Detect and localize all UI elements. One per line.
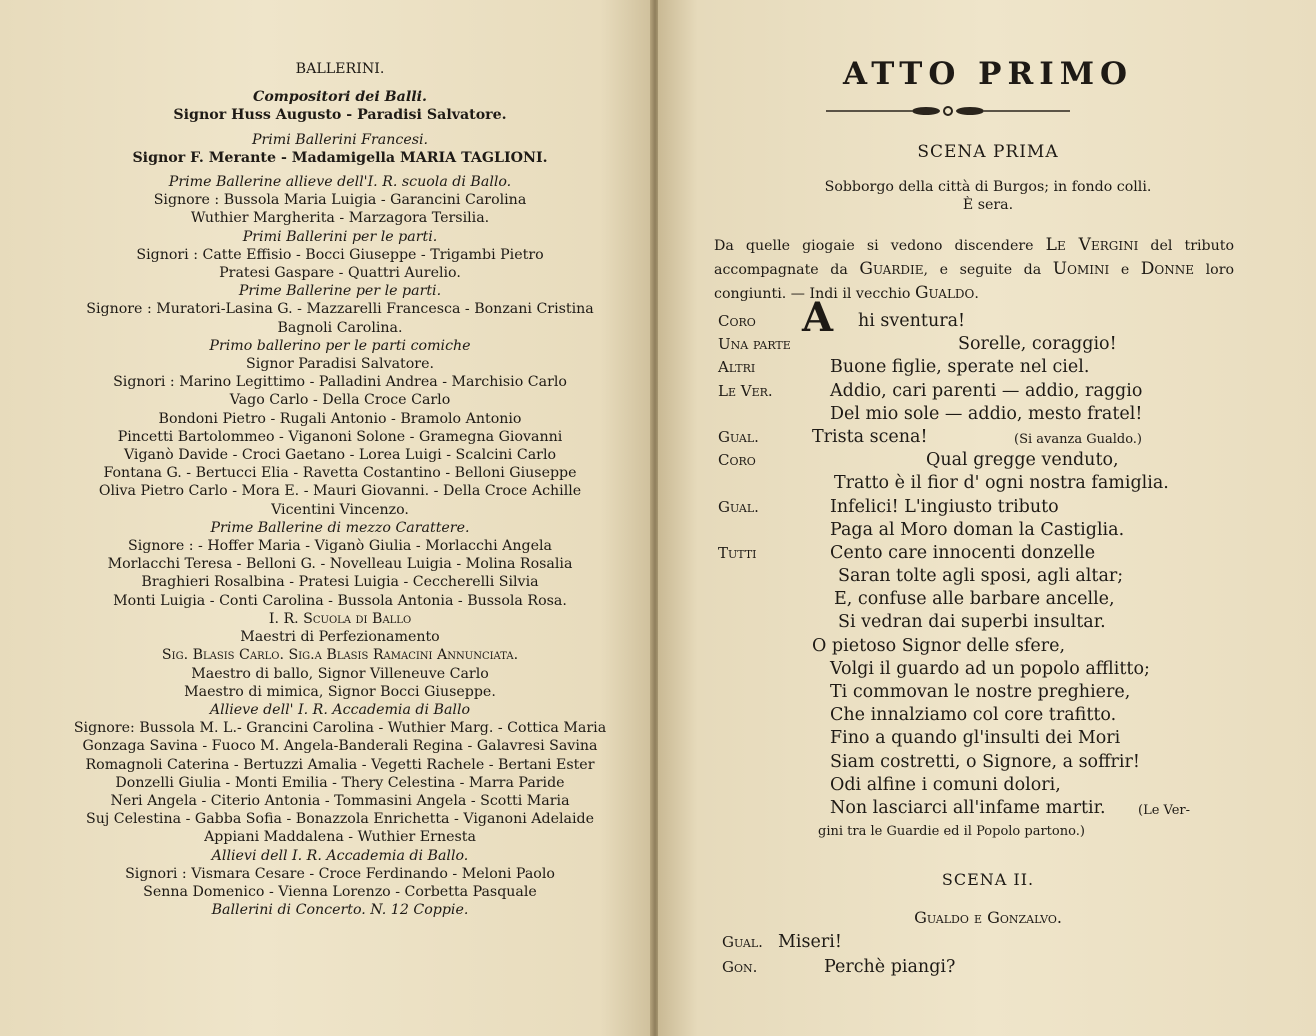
verse-text: Addio, cari parenti — addio, raggio: [830, 380, 1143, 401]
stage-text: , e seguite da: [923, 262, 1042, 278]
cast-line: Signor F. Merante - Madamigella MARIA TAGLIONI.: [132, 149, 548, 166]
dialogue-line: [718, 635, 1278, 658]
cast-line: Maestri di Perfezionamento: [240, 629, 440, 646]
cast-line: Ballerini di Concerto. N. 12 Coppie.: [211, 902, 469, 919]
cast-line: Bagnoli Carolina.: [277, 319, 403, 336]
cast-line: Bondoni Pietro - Rugali Antonio - Bramolo Antonio: [158, 410, 522, 427]
cast-line: Signore: Bussola M. L.- Grancini Carolina - Wuthier Marg. - Cottica Maria: [73, 720, 607, 737]
ornament-divider-icon: [826, 104, 1070, 118]
verse-text: E, confuse alle barbare ancelle,: [834, 589, 1115, 610]
dialogue-line: [718, 681, 1278, 704]
verse-text: Del mio sole — addio, mesto fratel!: [830, 403, 1143, 424]
verse-text: Perchè piangi?: [824, 957, 956, 977]
dialogue-line: [718, 565, 1278, 588]
dialogue-line: [718, 658, 1278, 681]
cast-line: Monti Luigia - Conti Carolina - Bussola Antonia - Bussola Rosa.: [113, 592, 567, 609]
dialogue-line: [718, 542, 1278, 565]
stage-text: .: [974, 286, 979, 302]
cast-line: Pratesi Gaspare - Quattri Aurelio.: [219, 265, 461, 282]
stage-text: del tributo accompagnate da: [714, 238, 1235, 278]
cast-line: Vicentini Vincenzo.: [271, 501, 409, 518]
cast-line: Oliva Pietro Carlo - Mora E. - Mauri Giovanni. - Della Croce Achille: [98, 483, 582, 500]
verse-text: Buone figlie, sperate nel ciel.: [830, 357, 1090, 378]
verse-text: Tratto è il fior d' ogni nostra famiglia.: [834, 473, 1169, 494]
dialogue-line: [718, 519, 1278, 542]
cast-line: Gonzaga Savina - Fuoco M. Angela-Banderali Regina - Galavresi Savina: [82, 738, 598, 755]
cast-line: Signori : Catte Effisio - Bocci Giuseppe - Trigambi Pietro: [136, 246, 544, 263]
cast-line: Signori : Vismara Cesare - Croce Ferdinando - Meloni Paolo: [125, 865, 555, 882]
verse-text: Paga al Moro doman la Castiglia.: [830, 519, 1125, 540]
dialogue: [722, 930, 1282, 980]
dialogue-line: [722, 955, 1282, 980]
cast-line: Donzelli Giulia - Monti Emilia - Thery Celestina - Marra Paride: [115, 774, 565, 791]
verse-text: Infelici! L'ingiusto tributo: [830, 496, 1059, 517]
verse-text: Volgi il guardo ad un popolo afflitto;: [830, 658, 1150, 679]
dialogue-line: [718, 310, 1278, 333]
cast-line: Signore : - Hoffer Maria - Viganò Giulia - Morlacchi Angela: [128, 538, 552, 555]
cast-line: Appiani Maddalena - Wuthier Ernesta: [204, 829, 476, 846]
cast-line: Viganò Davide - Croci Gaetano - Lorea Luigi - Scalcini Carlo: [123, 447, 557, 464]
speaker-name: Gual.: [718, 427, 759, 446]
verse-text: Ti commovan le nostre preghiere,: [830, 682, 1131, 702]
stage-note: (Le Ver-: [1138, 802, 1191, 818]
cast-line: Allieve dell' I. R. Accademia di Ballo: [209, 701, 471, 718]
speaker-name: Gual.: [718, 497, 759, 516]
setting-text: [768, 178, 1208, 214]
verse-text: Che innalziamo col core trafitto.: [830, 705, 1117, 726]
cast-line: Compositori dei Balli.: [253, 89, 427, 106]
speaker-name: Gual.: [722, 933, 763, 951]
cast-line: Signor Huss Augusto - Paradisi Salvatore.: [173, 107, 507, 124]
dialogue-line: [718, 588, 1278, 611]
cast-line: Vago Carlo - Della Croce Carlo: [229, 392, 451, 409]
dialogue-line: [718, 751, 1278, 774]
verse-text: Fino a quando gl'insulti dei Mori: [830, 728, 1121, 749]
cast-line: Primo ballerino per le parti comiche: [209, 337, 471, 354]
setting-line: È sera.: [962, 197, 1014, 213]
left-page: [0, 0, 652, 1036]
cast-line: Braghieri Rosalbina - Pratesi Luigia - Ceccherelli Silvia: [141, 574, 539, 591]
dialogue-line: [718, 611, 1278, 634]
verse-text: Sorelle, coraggio!: [958, 334, 1117, 355]
scene-heading: SCENA II.: [941, 870, 1035, 889]
cast-line: Signore : Muratori-Lasina G. - Mazzarelli Francesca - Bonzani Cristina: [86, 301, 594, 318]
act-title: ATTO PRIMO: [842, 56, 1134, 92]
cast-line: Fontana G. - Bertucci Elia - Ravetta Costantino - Belloni Giuseppe: [103, 465, 577, 482]
dialogue-line: [718, 704, 1278, 727]
dialogue-line: [718, 449, 1278, 472]
verse-text: O pietoso Signor delle sfere,: [812, 635, 1066, 656]
dialogue-line: [722, 930, 1282, 955]
cast-line: Maestro di mimica, Signor Bocci Giuseppe.: [184, 683, 496, 700]
cast-line: Wuthier Margherita - Marzagora Tersilia.: [190, 210, 490, 227]
stage-text: Gualdo: [914, 283, 975, 303]
speaker-name: Una parte: [718, 335, 791, 354]
cast-line: Pincetti Bartolommeo - Viganoni Solone - Gramegna Giovanni: [117, 428, 563, 445]
speaker-name: Coro: [718, 312, 756, 330]
cast-line: Suj Celestina - Gabba Sofia - Bonazzola Enrichetta - Viganoni Adelaide: [86, 811, 594, 828]
stage-text: Da quelle giogaie si vedono discendere: [714, 238, 1034, 254]
stage-text: e: [1120, 262, 1130, 278]
verse-text: Non lasciarci all'infame martir.: [830, 797, 1106, 818]
cast-list: [70, 60, 610, 919]
stage-text: Guardie: [859, 259, 924, 279]
verse-text: Cento care innocenti donzelle: [830, 542, 1096, 563]
dialogue: [718, 294, 1278, 843]
dialogue-line: [718, 797, 1278, 820]
setting-line: Sobborgo della città di Burgos; in fondo colli.: [824, 179, 1152, 195]
verse-text: Qual gregge venduto,: [926, 450, 1119, 471]
right-page: [658, 0, 1316, 1036]
cast-line: BALLERINI.: [295, 61, 385, 77]
cast-line: Senna Domenico - Vienna Lorenzo - Corbetta Pasquale: [143, 883, 537, 900]
stage-text: Le Vergini: [1045, 235, 1139, 255]
cast-line: Neri Angela - Citerio Antonia - Tommasini Angela - Scotti Maria: [110, 792, 570, 809]
verse-text: Miseri!: [778, 932, 842, 952]
cast-line: Morlacchi Teresa - Belloni G. - Novelleau Luigia - Molina Rosalia: [107, 556, 573, 573]
cast-line: Signore : Bussola Maria Luigia - Garancini Carolina: [153, 192, 527, 209]
dialogue-line: [718, 727, 1278, 750]
cast-line: Prime Ballerine allieve dell'I. R. scuola di Ballo.: [168, 174, 512, 191]
verse-text: hi sventura!: [858, 311, 966, 331]
stage-text: loro congiunti. — Indi il vecchio: [714, 262, 1235, 302]
scene-characters: Gualdo e Gonzalvo.: [914, 908, 1062, 927]
verse-text: Odi alfine i comuni dolori,: [830, 774, 1061, 795]
scene-heading: SCENA PRIMA: [917, 142, 1059, 162]
verse-text: gini tra le Guardie ed il Popolo partono.): [818, 824, 1085, 840]
cast-line: I. R. Scuola di Ballo: [268, 610, 412, 627]
speaker-name: Altri: [718, 358, 756, 377]
cast-line: Prime Ballerine per le parti.: [238, 283, 442, 300]
verse-text: Trista scena!: [812, 426, 928, 447]
verse-text: Si vedran dai superbi insultar.: [838, 612, 1106, 633]
dialogue-line: [718, 496, 1278, 519]
speaker-name: Le Ver.: [718, 381, 773, 400]
dialogue-line: [718, 380, 1278, 403]
speaker-name: Tutti: [718, 543, 757, 562]
speaker-name: Gon.: [722, 958, 758, 976]
stage-note: (Si avanza Gualdo.): [1014, 431, 1143, 447]
dialogue-line: [718, 820, 1278, 843]
cast-line: Allievi dell I. R. Accademia di Ballo.: [211, 847, 469, 864]
cast-line: Signori : Marino Legittimo - Palladini Andrea - Marchisio Carlo: [113, 374, 567, 391]
cast-line: Primi Ballerini per le parti.: [242, 228, 438, 245]
dialogue-line: [718, 356, 1278, 379]
cast-line: Romagnoli Caterina - Bertuzzi Amalia - Vegetti Rachele - Bertani Ester: [85, 756, 595, 773]
stage-text: Donne: [1140, 259, 1195, 279]
cast-line: Sig. Blasis Carlo. Sig.a Blasis Ramacini Annunciata.: [161, 647, 519, 664]
drop-cap: A: [802, 294, 834, 341]
dialogue-line: [718, 403, 1278, 426]
speaker-name: Coro: [718, 451, 756, 470]
stage-text: Uomini: [1052, 259, 1110, 279]
verse-text: Siam costretti, o Signore, a soffrir!: [830, 751, 1140, 772]
cast-line: Signor Paradisi Salvatore.: [246, 356, 434, 373]
dialogue-line: [718, 472, 1278, 495]
cast-line: Maestro di ballo, Signor Villeneuve Carlo: [191, 665, 489, 682]
dialogue-line: [718, 333, 1278, 356]
verse-text: Saran tolte agli sposi, agli altar;: [838, 566, 1124, 587]
cast-line: Prime Ballerine di mezzo Carattere.: [210, 519, 470, 536]
dialogue-line: [718, 426, 1278, 449]
cast-line: Primi Ballerini Francesi.: [251, 131, 429, 148]
dialogue-line: [718, 774, 1278, 797]
stage-direction: [714, 234, 1234, 306]
